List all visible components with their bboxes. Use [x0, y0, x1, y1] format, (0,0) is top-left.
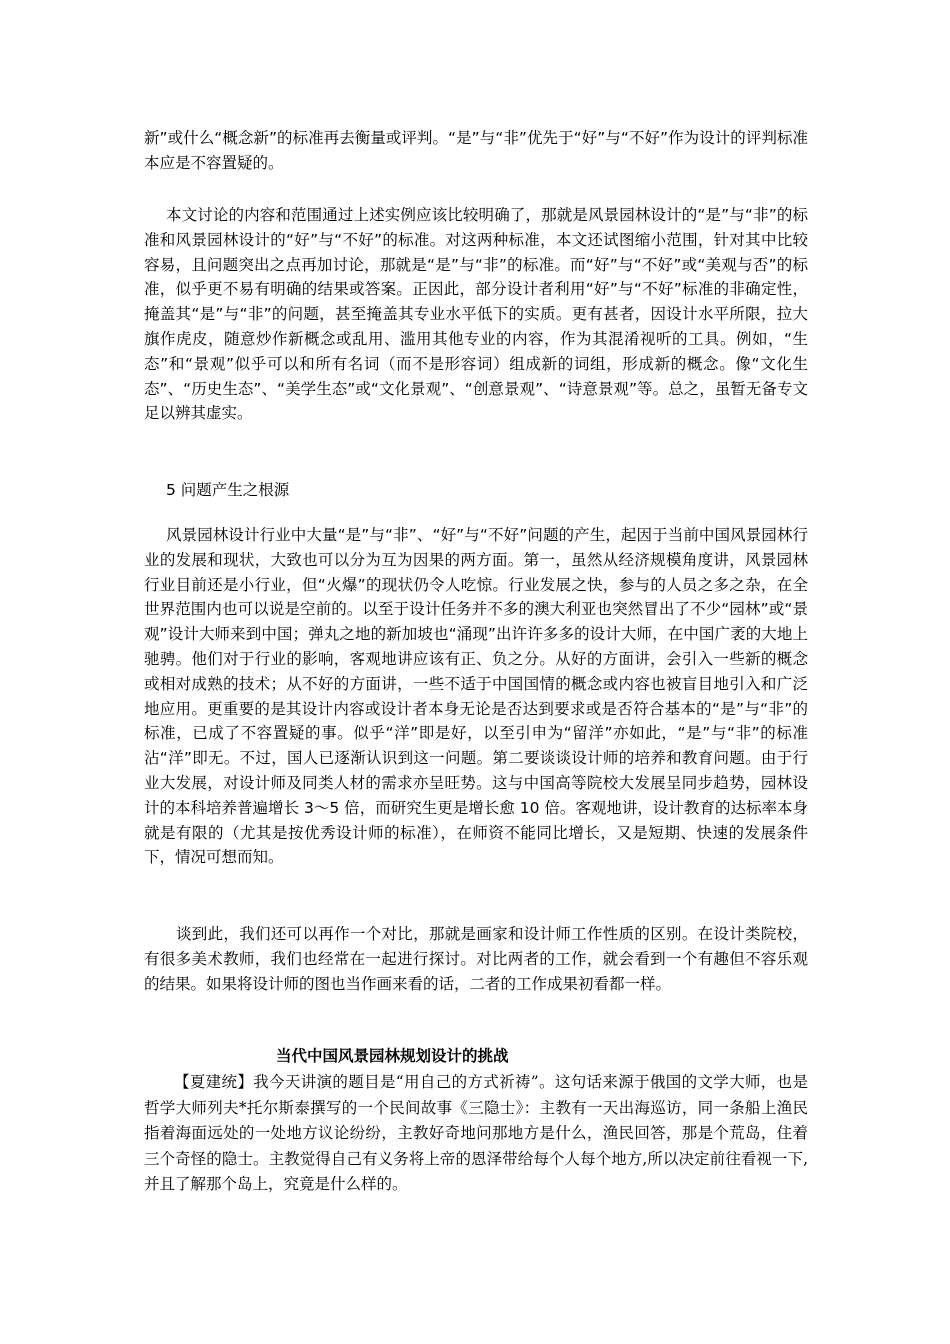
paragraph-continuation: 新”或什么“概念新”的标准再去衡量或评判。“是”与“非”优先于“好”与“不好”作为设计的评判标准本应是不容置疑的。: [144, 129, 808, 172]
paragraph-root-causes: 风景园林设计行业中大量“是”与“非”、“好”与“不好”问题的产生，起因于当前中国风景园林行业的发展和现状，大致也可以分为互为因果的两方面。第一，虽然从经济规模角度讲，风景园林行业目前还是小行业，但“火爆”的现状仍令人吃惊。行业发展之快，参与的人员之多之杂，在全世界范围内也可以说是空前的。以至于设计任务并不多的澳大利亚也突然冒出了不少“园林”或“景观”设计大师来到中国；弹丸之地的新加坡也“涌现”出许许多多的设计大师，在中国广袤的大地上驰骋。他们对于行业的影响，客观地讲应该有正、负之分。从好的方面讲，会引入一些新的概念或相对成熟的技术；从不好的方面讲，一些不适于中国国情的概念或内容也被盲目地引入和广泛地应用。更重要的是其设计内容或设计者本身无论是否达到要求或是否符合基本的“是”与“非”的标准，已成了不容置疑的事。似乎“洋”即是好，以至引申为“留洋”亦如此，“是”与“非”的标准沾“洋”即无。不过，国人已逐渐认识到这一问题。第二要谈谈设计师的培养和教育问题。由于行业大发展，对设计师及同类人材的需求亦呈旺势。这与中国高等院校大发展呈同步趋势，园林设计的本科培养普遍增长 3～5 倍，而研究生更是增长愈 10 倍。客观地讲，设计教育的达标率本身就是有限的（尤其是按优秀设计师的标准），在师资不能同比增长，又是短期、快速的发展条件下，情况可想而知。: [144, 526, 808, 867]
speaker-tag: 【夏建统】: [174, 1073, 254, 1091]
speech-text: 我今天讲演的题目是“用自己的方式祈祷”。这句话来源于俄国的文学大师，也是哲学大师列夫*托尔斯泰撰写的一个民间故事《三隐士》：主教有一天出海巡访，同一条船上渔民指着海面远处的一处地方议论纷纷，主教好奇地问那地方是什么，渔民回答，那是个荒岛，住着三个奇怪的隐士。主教觉得自己有义务将上帝的恩泽带给每个人每个地方,所以决定前往看视一下,并且了解那个岛上，究竟是什么样的。: [144, 1073, 808, 1193]
paragraph-comparison: 谈到此，我们还可以再作一个对比，那就是画家和设计师工作性质的区别。在设计类院校，有很多美术教师，我们也经常在一起进行探讨。对比两者的工作，就会看到一个有趣但不容乐观的结果。如果将设计师的图也当作画来看的话，二者的工作成果初看都一样。: [144, 925, 808, 993]
section-heading: 5 问题产生之根源: [166, 481, 290, 499]
article-title: 当代中国风景园林规划设计的挑战: [276, 1047, 509, 1065]
paragraph-scope: 本文讨论的内容和范围通过上述实例应该比较明确了，那就是风景园林设计的“是”与“非”的标准和风景园林设计的“好”与“不好”的标准。对这两种标准，本文还试图缩小范围，针对其中比较容易，且问题突出之点再加讨论，那就是“是”与“非”的标准。而“好”与“不好”或“美观与否”的标准，似乎更不易有明确的结果或答案。正因此，部分设计者利用“好”与“不好”标准的非确定性，掩盖其“是”与“非”的问题，甚至掩盖其专业水平低下的实质。更有甚者，因设计水平所限，拉大旗作虎皮，随意炒作新概念或乱用、滥用其他专业的内容，作为其混淆视听的工具。例如，“生态”和“景观”似乎可以和所有名词（而不是形容词）组成新的词组，形成新的概念。像“文化生态”、“历史生态”、“美学生态”或“文化景观”、“创意景观”、“诗意景观”等。总之，虽暂无备专文足以辨其虚实。: [144, 206, 808, 423]
paragraph-speech: [144, 1070, 808, 1198]
